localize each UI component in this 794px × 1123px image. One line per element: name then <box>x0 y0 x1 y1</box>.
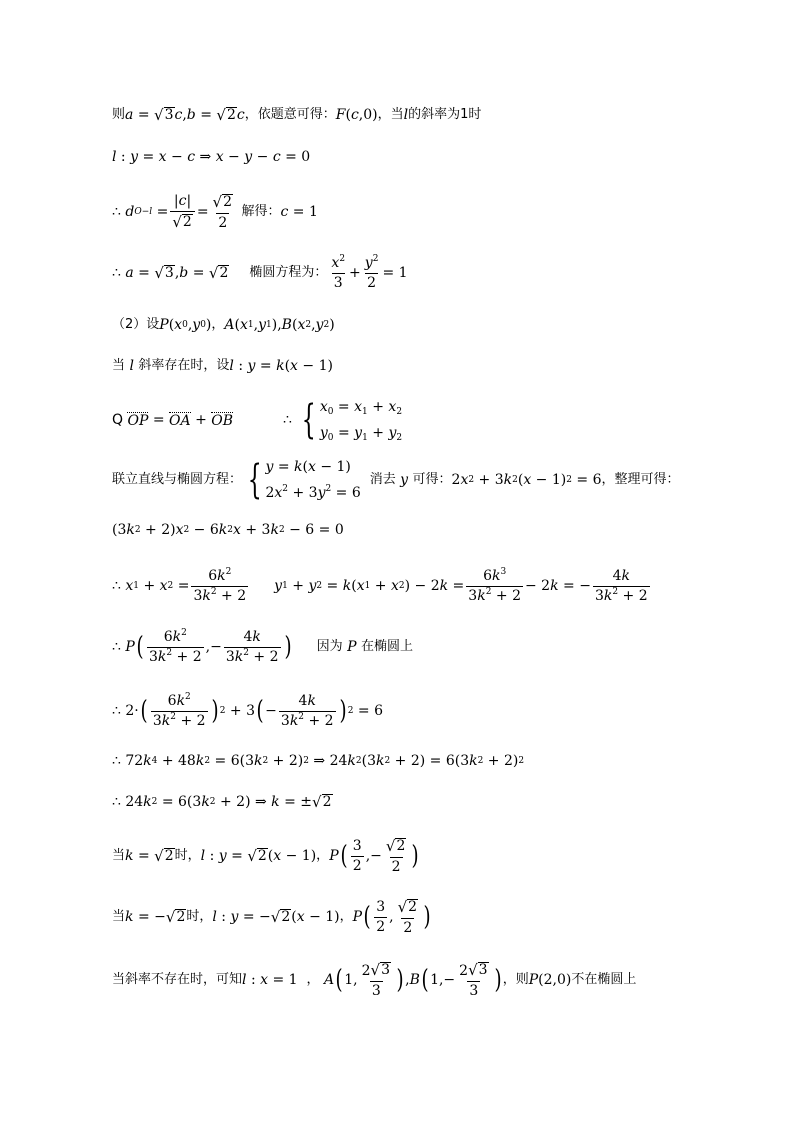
text: 则 <box>112 107 126 122</box>
text: ，则 <box>502 972 529 987</box>
line-14: ∴ 24 k 2 = 6(3 k 2 + 2) ⇒ k = ± √ 2 <box>112 793 332 811</box>
line-7: Q OP = OA + OB ∴ { $x_0 = x_1 + x_2$ $y_0 = y_1 + y_2$ <box>112 397 403 443</box>
text: 的斜率为1时 <box>408 107 482 122</box>
text: 当 <box>112 848 126 863</box>
line-11: ∴ P ( $\frac{6k^2}{3k^2 + 2}$ ,− $\frac{4k}{3k^2 + 2}$ ) 因为 P 在椭圆上 <box>112 627 414 665</box>
text: 当斜率不存在时，可知 <box>112 972 243 987</box>
text: ，当 <box>377 107 404 122</box>
line-12: ∴ 2· ( $\frac{6k^2}{3k^2 + 2}$ ) 2 + 3 ( − $\frac{4k}{3k^2 + 2}$ ) 2 = 6 <box>112 691 384 729</box>
line-6: 当 l 斜率存在时，设 l : y = k ( x − 1) <box>112 358 333 374</box>
line-2: l : y = x − c ⇒ x − y − c = 0 <box>112 149 311 165</box>
text: 当 <box>112 909 126 924</box>
line-1: 则 a = √ 3 c , b = √ 2 c ，依题意可得： F ( c ,0) ，当 l 的斜率为1时 <box>112 106 482 124</box>
text: 在椭圆上 <box>361 639 414 654</box>
text: 因为 <box>316 639 343 654</box>
line-16: 当 k = − √ 2 时， l : y = − √ 2 ( x − 1) ， P ( $\frac{3}{2}$ , √ 2 2 ) <box>112 897 431 936</box>
line-10: ∴ x 1 + x 2 = $\frac{6k^2}{3k^2 + 2}$ y 1 + y 2 = k ( x 1 + x 2 ) − 2 k = $\frac{6k^3}{3k^2 + 2}$ − 2 k = − $\frac{4k}{3k^2 + 2}$ <box>112 566 648 604</box>
line-4: ∴ a = √ 3 , b = √ 2 椭圆方程为： $\frac{x^2}{3}$ + $\frac{y^2}{2}$ = 1 <box>112 253 408 291</box>
text: 联立直线与椭圆方程： <box>112 472 243 487</box>
line-8: 联立直线与椭圆方程： { y = k(x − 1) $2x^2 + 3y^2 = 6$ 消去 y 可得： 2 x 2 + 3 k 2 ( x − 1) 2 = 6 ，整理可得： <box>112 457 680 503</box>
text: 解得： <box>241 204 281 219</box>
line-3: ∴ d O−l = |c| √ 2 = √ 2 2 解得： c = 1 <box>112 192 318 231</box>
text: ，依题意可得： <box>244 107 336 122</box>
text: 时， <box>186 909 213 924</box>
line-15: 当 k = √ 2 时， l : y = √ 2 ( x − 1) ， P ( $\frac{3}{2}$ ,− √ 2 2 ) <box>112 836 419 875</box>
text: 消去 <box>369 472 396 487</box>
line-9: (3 k 2 + 2) x 2 − 6 k 2 x + 3 k 2 − 6 = 0 <box>112 522 344 538</box>
line-5: （2）设 P ( x 0 , y 0 ) ， A ( x 1 , y 1 ), B ( x 2 , y 2 ) <box>112 317 335 333</box>
text: 斜率存在时，设 <box>138 358 230 373</box>
text: 椭圆方程为： <box>249 265 328 280</box>
text: ，整理可得： <box>601 472 680 487</box>
text: 不在椭圆上 <box>571 972 637 987</box>
line-13: ∴ 72 k 4 + 48 k 2 = 6(3 k 2 + 2) 2 ⇒ 24 k 2 (3 k 2 + 2) = 6(3 k 2 + 2) 2 <box>112 753 525 769</box>
text: 时， <box>174 848 201 863</box>
text: 可得： <box>412 472 452 487</box>
text: 当 <box>112 358 126 373</box>
text: （2）设 <box>112 317 160 332</box>
line-17: 当斜率不存在时，可知 l : x = 1 ， A ( 1, 2 √ 3 3 ) , B ( 1,− 2 √ 3 3 ) ，则 P (2,0) 不在椭圆上 <box>112 960 637 999</box>
